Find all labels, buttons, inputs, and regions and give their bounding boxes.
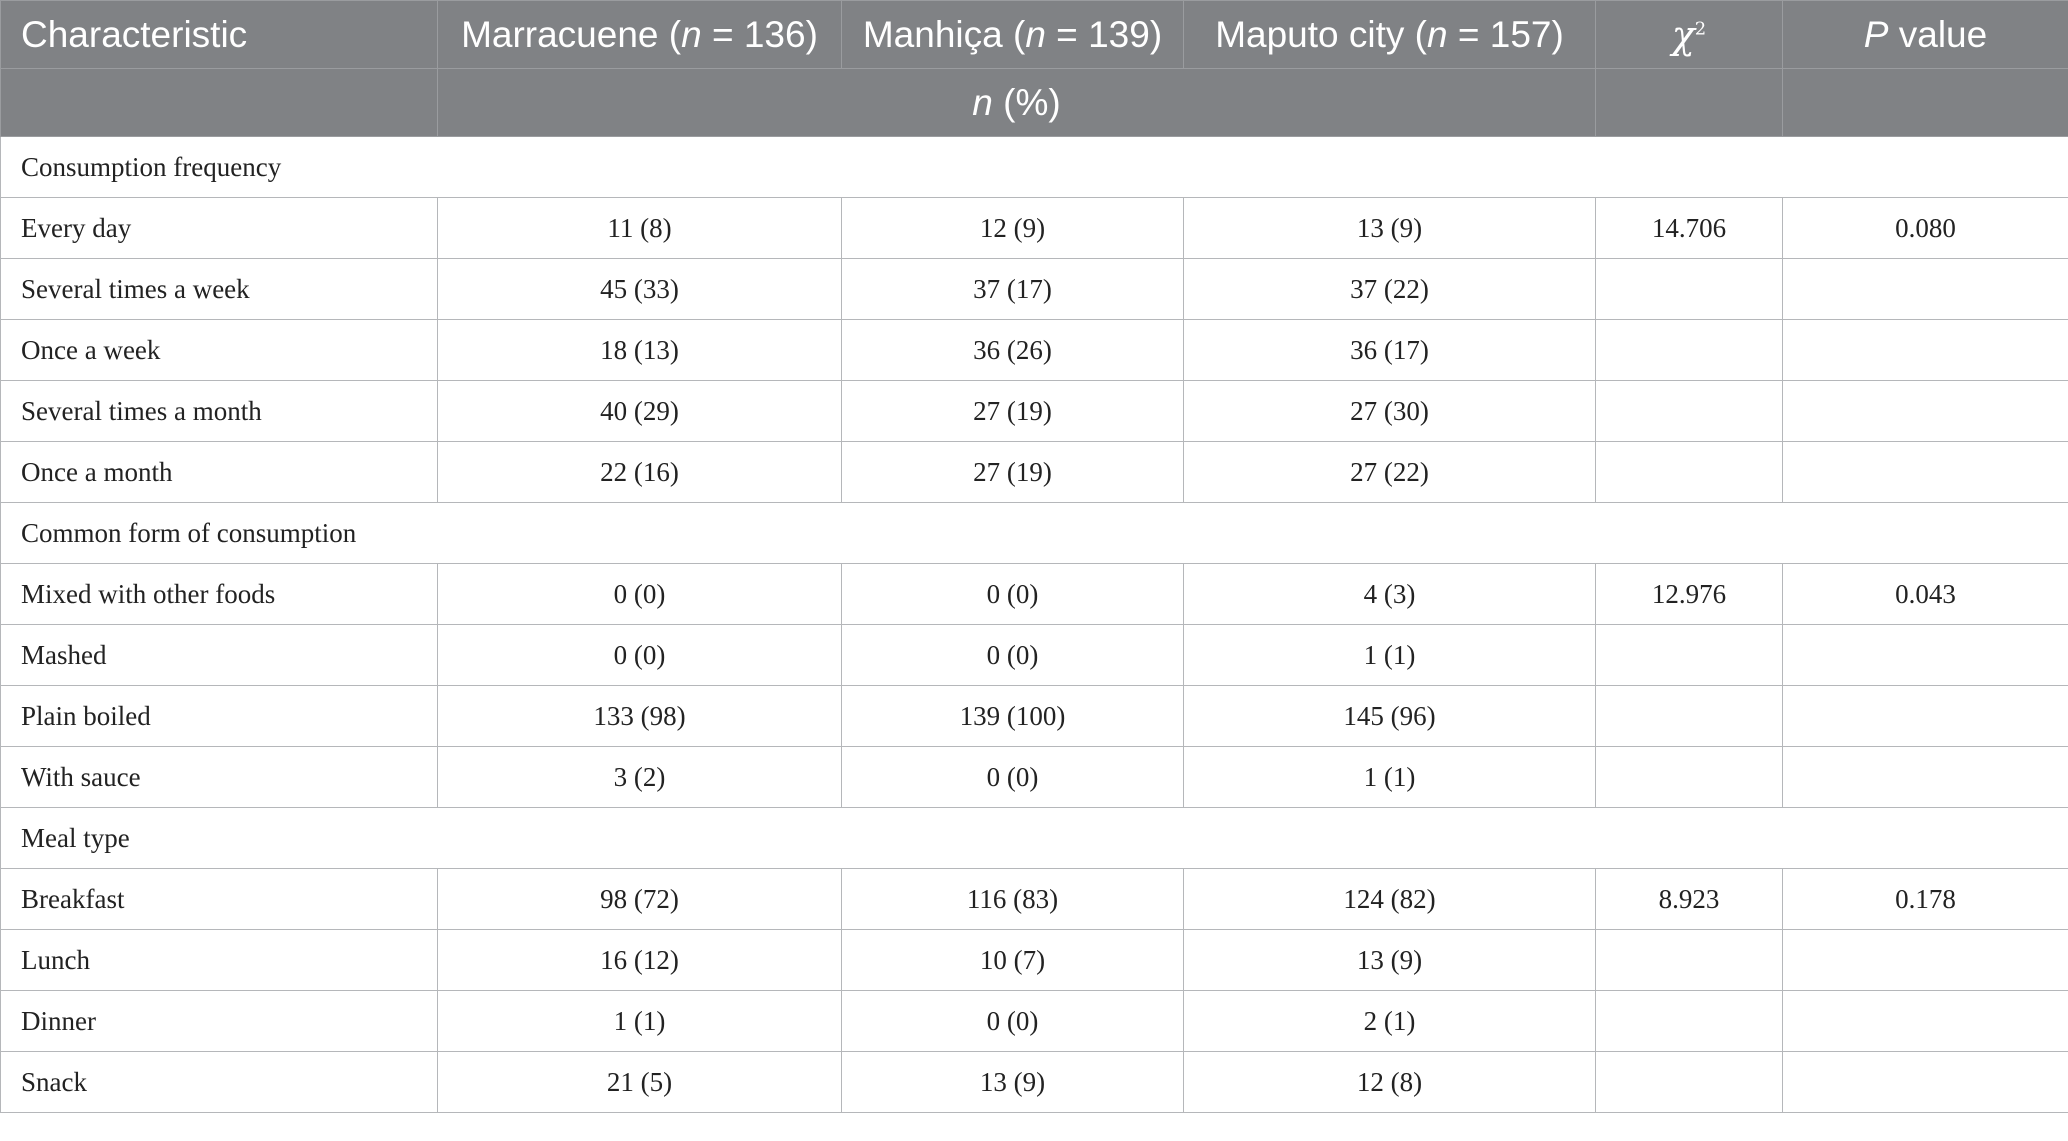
cell-maputo-city: 1 (1) [1184,625,1596,686]
cell-manhica: 27 (19) [842,381,1184,442]
cell-manhica: 116 (83) [842,869,1184,930]
section-title: Meal type [1,808,2068,869]
cell-maputo-city: 37 (22) [1184,259,1596,320]
cell-manhica: 0 (0) [842,991,1184,1052]
cell-maputo-city: 27 (22) [1184,442,1596,503]
table-row [1,1052,2068,1113]
cell-marracuene: 3 (2) [438,747,842,808]
cell-marracuene: 22 (16) [438,442,842,503]
table-header [1,1,2068,137]
table-row [1,320,2068,381]
row-label: Mashed [1,625,438,686]
header-marracuene: Marracuene (n = 136) [438,1,842,69]
cell-manhica: 37 (17) [842,259,1184,320]
row-label: Several times a month [1,381,438,442]
cell-marracuene: 0 (0) [438,564,842,625]
cell-p-value: 0.178 [1783,869,2068,930]
cell-manhica: 0 (0) [842,625,1184,686]
header-blank [1783,69,2068,137]
cell-manhica: 139 (100) [842,686,1184,747]
cell-marracuene: 18 (13) [438,320,842,381]
table-row [1,869,2068,930]
cell-chi-square [1596,625,1783,686]
cell-maputo-city: 145 (96) [1184,686,1596,747]
cell-chi-square [1596,747,1783,808]
header-n-percent: n (%) [438,69,1596,137]
row-label: Dinner [1,991,438,1052]
cell-marracuene: 40 (29) [438,381,842,442]
table-row [1,442,2068,503]
cell-maputo-city: 13 (9) [1184,930,1596,991]
cell-chi-square [1596,991,1783,1052]
cell-p-value [1783,991,2068,1052]
row-label: Every day [1,198,438,259]
table-row [1,259,2068,320]
table-row [1,686,2068,747]
table-row [1,930,2068,991]
cell-p-value: 0.080 [1783,198,2068,259]
cell-p-value [1783,686,2068,747]
table-row [1,381,2068,442]
cell-marracuene: 16 (12) [438,930,842,991]
cell-maputo-city: 1 (1) [1184,747,1596,808]
row-label: Once a month [1,442,438,503]
cell-p-value [1783,259,2068,320]
cell-chi-square [1596,259,1783,320]
cell-maputo-city: 36 (17) [1184,320,1596,381]
table-row [1,564,2068,625]
cell-maputo-city: 27 (30) [1184,381,1596,442]
section-row [1,137,2068,198]
cell-marracuene: 133 (98) [438,686,842,747]
cell-marracuene: 45 (33) [438,259,842,320]
table-row [1,747,2068,808]
section-title: Consumption frequency [1,137,2068,198]
cell-chi-square: 12.976 [1596,564,1783,625]
section-row [1,808,2068,869]
cell-marracuene: 1 (1) [438,991,842,1052]
cell-p-value [1783,442,2068,503]
header-chi-square: $\chi^2$ [1596,1,1783,69]
cell-p-value [1783,625,2068,686]
cell-maputo-city: 13 (9) [1184,198,1596,259]
cell-marracuene: 98 (72) [438,869,842,930]
header-blank [1596,69,1783,137]
header-maputo-city: Maputo city (n = 157) [1184,1,1596,69]
row-label: Once a week [1,320,438,381]
row-label: Several times a week [1,259,438,320]
cell-manhica: 10 (7) [842,930,1184,991]
cell-chi-square [1596,930,1783,991]
row-label: Snack [1,1052,438,1113]
cell-manhica: 0 (0) [842,747,1184,808]
cell-marracuene: 21 (5) [438,1052,842,1113]
cell-chi-square [1596,686,1783,747]
header-manhica: Manhiça (n = 139) [842,1,1184,69]
cell-p-value [1783,381,2068,442]
cell-manhica: 12 (9) [842,198,1184,259]
table-row [1,991,2068,1052]
cell-chi-square: 14.706 [1596,198,1783,259]
row-label: With sauce [1,747,438,808]
cell-chi-square [1596,442,1783,503]
cell-chi-square [1596,1052,1783,1113]
table-body [1,137,2068,1113]
cell-manhica: 36 (26) [842,320,1184,381]
row-label: Mixed with other foods [1,564,438,625]
cell-manhica: 0 (0) [842,564,1184,625]
section-row [1,503,2068,564]
header-blank [1,69,438,137]
cell-manhica: 27 (19) [842,442,1184,503]
cell-chi-square [1596,320,1783,381]
cell-chi-square [1596,381,1783,442]
cell-p-value: 0.043 [1783,564,2068,625]
row-label: Breakfast [1,869,438,930]
cell-maputo-city: 12 (8) [1184,1052,1596,1113]
cell-marracuene: 0 (0) [438,625,842,686]
header-p-value: P value [1783,1,2068,69]
cell-manhica: 13 (9) [842,1052,1184,1113]
section-title: Common form of consumption [1,503,2068,564]
cell-maputo-city: 124 (82) [1184,869,1596,930]
cell-p-value [1783,320,2068,381]
table-row [1,625,2068,686]
cell-p-value [1783,930,2068,991]
row-label: Lunch [1,930,438,991]
cell-maputo-city: 4 (3) [1184,564,1596,625]
cell-p-value [1783,747,2068,808]
table-row [1,198,2068,259]
cell-marracuene: 11 (8) [438,198,842,259]
cell-p-value [1783,1052,2068,1113]
cell-chi-square: 8.923 [1596,869,1783,930]
cell-maputo-city: 2 (1) [1184,991,1596,1052]
header-characteristic: Characteristic [1,1,438,69]
row-label: Plain boiled [1,686,438,747]
